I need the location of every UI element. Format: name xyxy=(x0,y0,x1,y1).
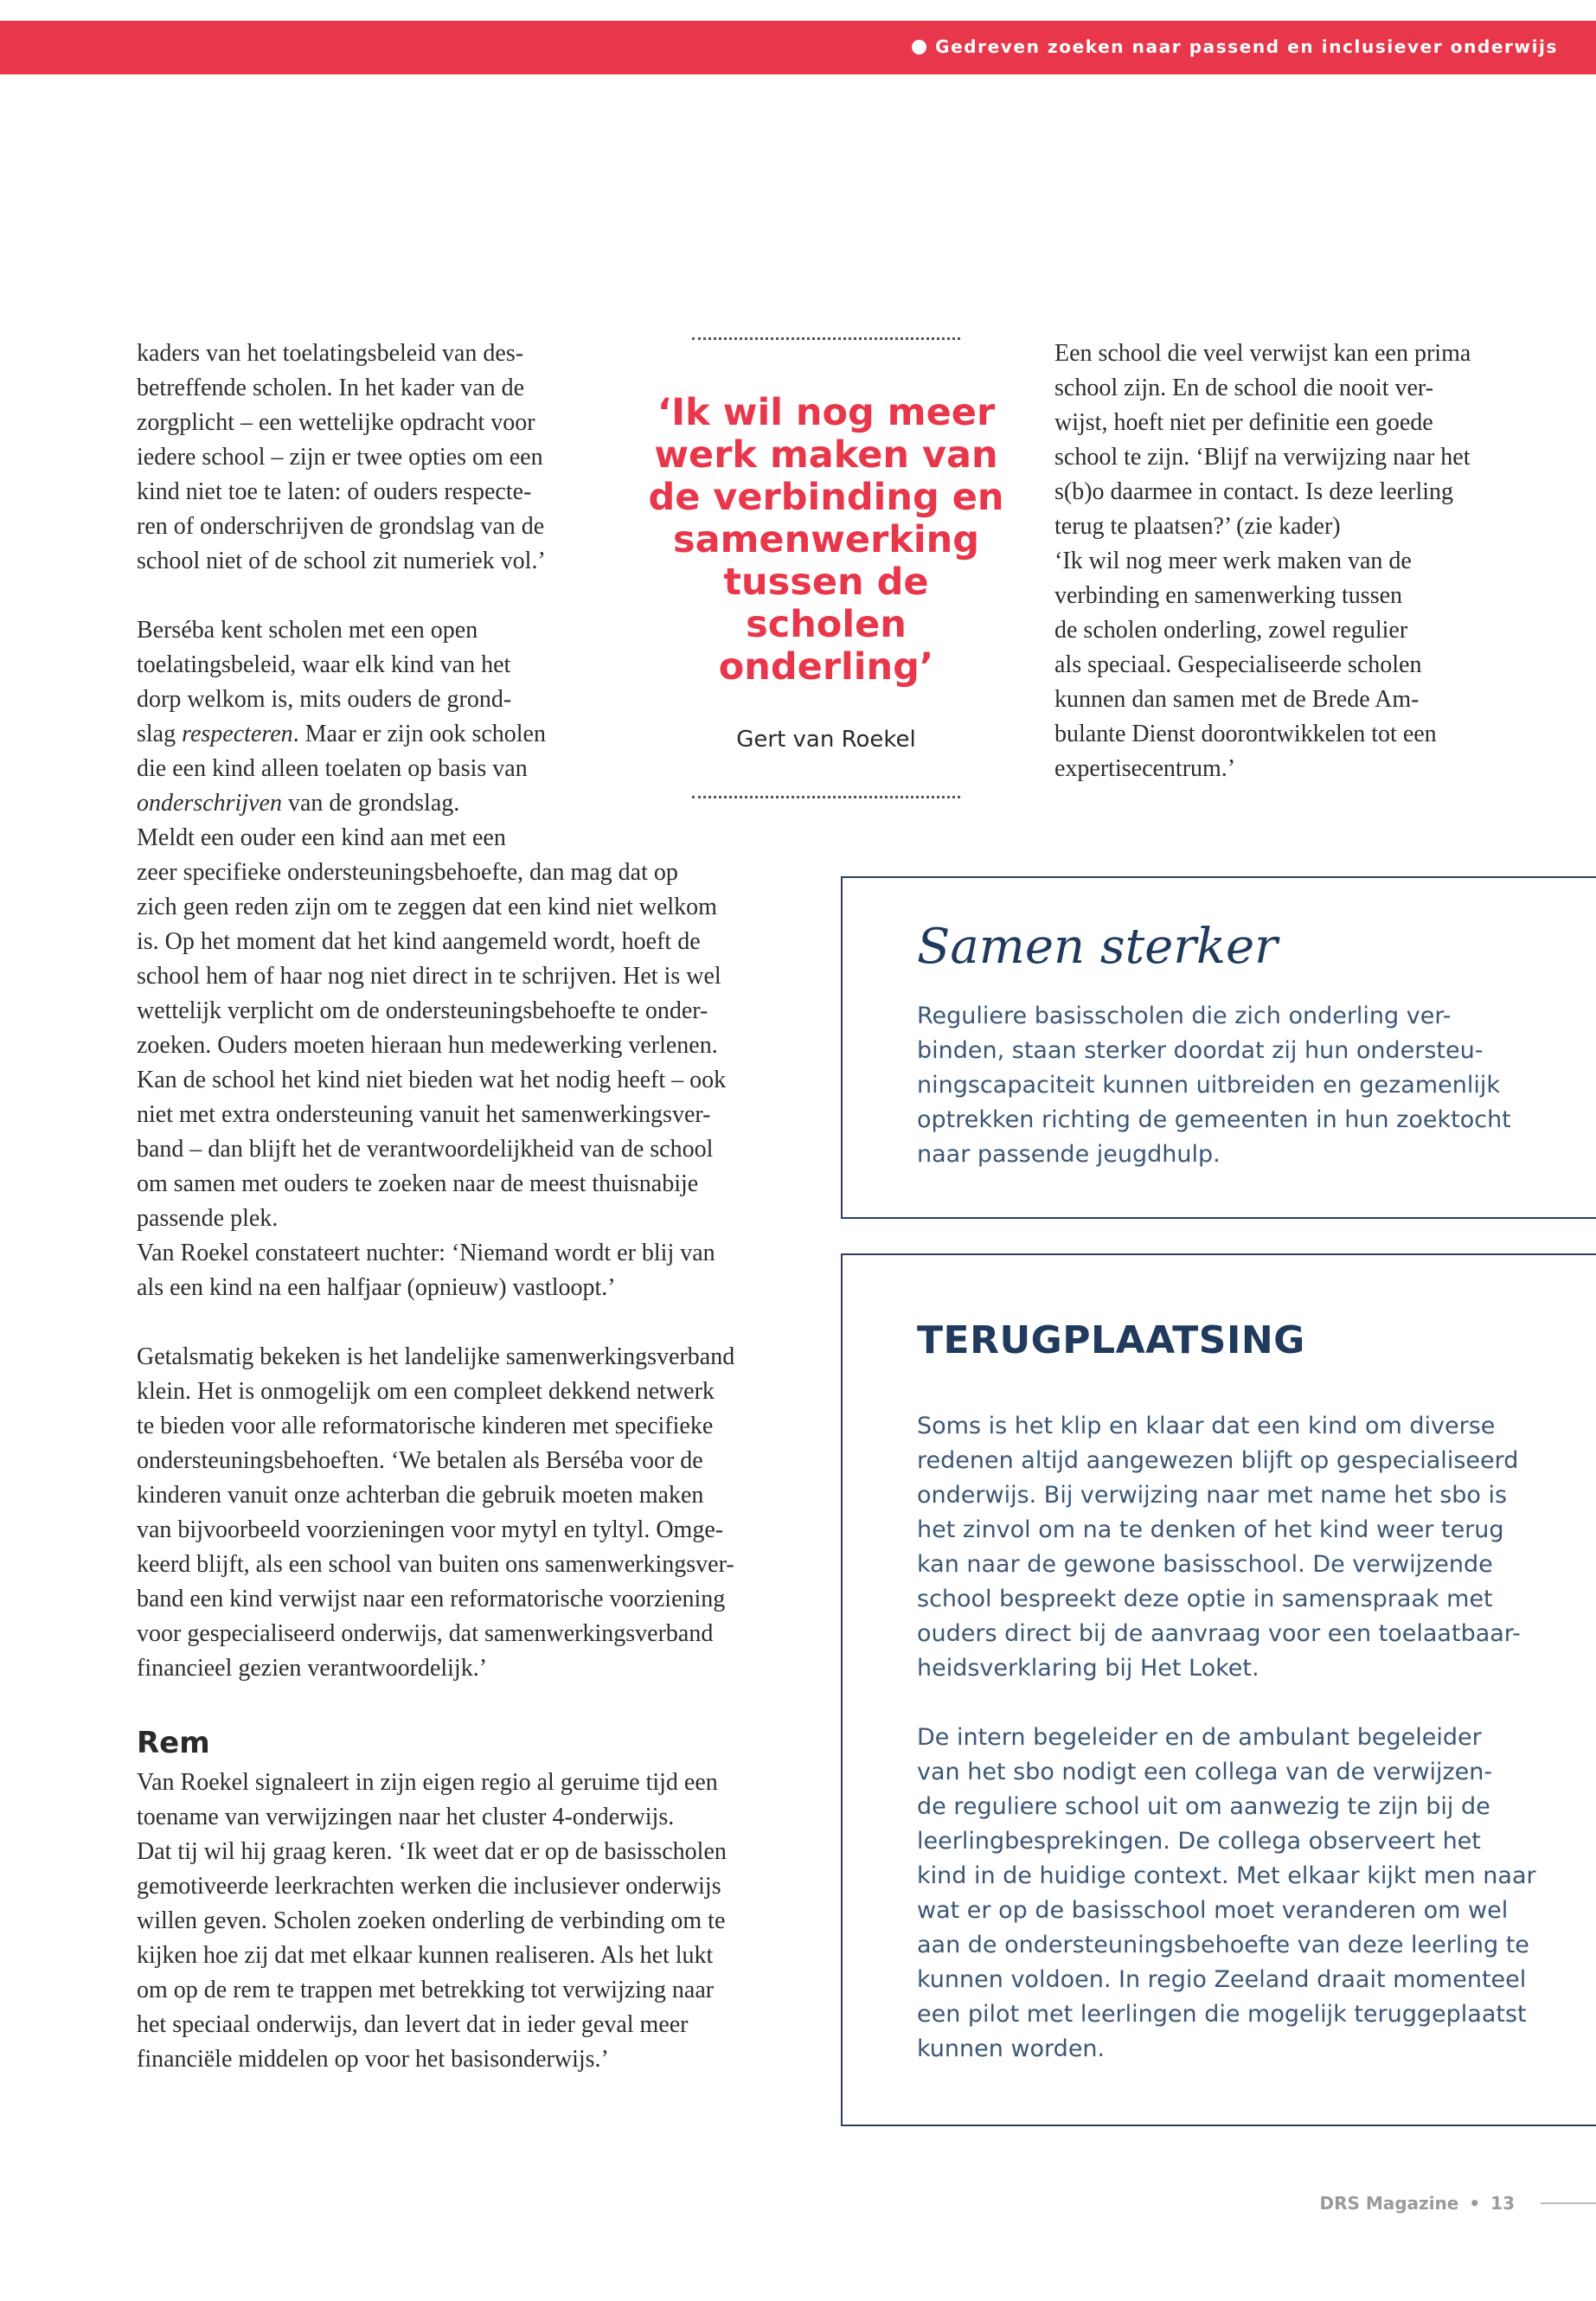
text-line: van bijvoorbeeld voorzieningen voor mytyl en tyltyl. Omge- xyxy=(137,1516,724,1543)
text-line: passende plek. xyxy=(137,1205,279,1232)
emphasis: respecteren xyxy=(182,721,293,747)
text-line: dorp welkom is, mits ouders de grond- xyxy=(137,686,512,713)
text-line: kaders van het toelatingsbeleid van des- xyxy=(137,340,524,367)
text-line: willen geven. Scholen zoeken onderling de verbinding om te xyxy=(137,1907,726,1934)
text-line: iedere school – zijn er twee opties om een xyxy=(137,444,543,471)
pull-quote-text: ‘Ik wil nog meer werk maken van de verbinding en samenwerking tussen de scholen onderling’ xyxy=(648,391,1004,689)
text-line: betreffende scholen. In het kader van de xyxy=(137,375,525,401)
text-line: school zijn. En de school die nooit ver- xyxy=(1054,375,1434,401)
text-line: te bieden voor alle reformatorische kinderen met specifieke xyxy=(137,1413,714,1439)
text-line: slag respecteren. Maar er zijn ook scholen xyxy=(137,721,546,747)
text-line: het speciaal onderwijs, dan levert dat in ieder geval meer xyxy=(137,2011,689,2038)
body-column-right xyxy=(1054,336,1574,786)
text-line: niet met extra ondersteuning vanuit het samenwerkingsver- xyxy=(137,1101,711,1128)
text-line: de scholen onderling, zowel regulier xyxy=(1054,617,1408,644)
text-line: om samen met ouders te zoeken naar de meest thuisnabije xyxy=(137,1170,699,1197)
pull-quote-author: Gert van Roekel xyxy=(736,727,916,753)
text-line: band een kind verwijst naar een reformatorische voorziening xyxy=(137,1586,726,1612)
text-line: school hem of haar nog niet direct in te schrijven. Het is wel xyxy=(137,963,721,990)
text-line: school niet of de school zit numeriek vol.’ xyxy=(137,548,546,574)
paragraph xyxy=(1054,336,1574,786)
text-line: als speciaal. Gespecialiseerde scholen xyxy=(1054,651,1422,678)
text-line: ondersteuningsbehoeften. ‘We betalen als Berséba voor de xyxy=(137,1447,703,1474)
text-line: ren of onderschrijven de grondslag van de xyxy=(137,513,545,540)
box-title: TERUGPLAATSING xyxy=(917,1318,1305,1362)
text-line: kunnen dan samen met de Brede Am- xyxy=(1054,686,1420,713)
text-line: toelatingsbeleid, waar elk kind van het xyxy=(137,651,511,678)
text-line: bulante Dienst doorontwikkelen tot een xyxy=(1054,721,1437,747)
text-line: kijken hoe zij dat met elkaar kunnen realiseren. Als het lukt xyxy=(137,1942,714,1969)
text-line: als een kind na een halfjaar (opnieuw) vastloopt.’ xyxy=(137,1274,616,1301)
text-line: keerd blijft, als een school van buiten ons samenwerkingsver- xyxy=(137,1551,734,1578)
text-line: Een school die veel verwijst kan een prima xyxy=(1054,340,1471,367)
text-line: toename van verwijzingen naar het cluster 4-onderwijs. xyxy=(137,1804,675,1830)
text-line: zich geen reden zijn om te zeggen dat een kind niet welkom xyxy=(137,894,717,920)
box-text: Soms is het klip en klaar dat een kind om diverse redenen altijd aangewezen blijft op gespecialiseerd onderwijs. Bij verwijzing naar met name het sbo is het zinvol om na te denken of het kind weer terug kan naar de gewone basisschool. De verwijzende school bespreekt deze optie in samenspraak met ouders direct bij de aanvraag voor een toelaatbaar- heidsverklaring bij Het Loket. xyxy=(917,1413,1521,1682)
text-line: expertisecentrum.’ xyxy=(1054,755,1236,782)
text-line: Kan de school het kind niet bieden wat het nodig heeft – ook xyxy=(137,1067,727,1093)
text-line: terug te plaatsen?’ (zie kader) xyxy=(1054,513,1341,540)
text-line: verbinding en samenwerking tussen xyxy=(1054,582,1403,609)
text-line: Van Roekel constateert nuchter: ‘Niemand wordt er blij van xyxy=(137,1240,715,1266)
text-line: financieel gezien verantwoordelijk.’ xyxy=(137,1655,488,1682)
section-header-bar xyxy=(0,21,1596,74)
subheading-rem: Rem xyxy=(137,1726,210,1760)
text-line: zorgplicht – een wettelijke opdracht voor xyxy=(137,409,535,436)
dotted-divider xyxy=(692,337,960,340)
text-line: Van Roekel signaleert in zijn eigen regio al geruime tijd een xyxy=(137,1769,718,1796)
dotted-divider xyxy=(692,796,960,798)
footer-rule xyxy=(1541,2202,1596,2204)
box-text: De intern begeleider en de ambulant begeleider van het sbo nodigt een collega van de verwijzen- de reguliere school uit om aanwezig te zijn bij de leerlingbesprekingen. De collega observeert het kind in de huidige context. Met elkaar kijkt men naar wat er op de basisschool moet veranderen om wel aan de ondersteuningsbehoefte van deze leerling te kunnen voldoen. In regio Zeeland draait momenteel een pilot met leerlingen die mogelijk teruggeplaatst kunnen worden. xyxy=(917,1724,1536,2062)
text-line: die een kind alleen toelaten op basis van xyxy=(137,755,528,782)
section-title: Gedreven zoeken naar passend en inclusiever onderwijs xyxy=(935,36,1558,57)
text-line: kind niet toe te laten: of ouders respecte- xyxy=(137,478,532,505)
paragraph xyxy=(137,1340,811,1686)
text-line: Dat tij wil hij graag keren. ‘Ik weet dat er op de basisscholen xyxy=(137,1838,727,1865)
text-line: onderschrijven van de grondslag. xyxy=(137,790,460,817)
text-line: zoeken. Ouders moeten hieraan hun medewerking verlenen. xyxy=(137,1032,718,1059)
text-line: gemotiveerde leerkrachten werken die inclusiever onderwijs xyxy=(137,1873,721,1900)
text-line: kinderen vanuit onze achterban die gebruik moeten maken xyxy=(137,1482,704,1509)
emphasis: onderschrijven xyxy=(137,790,282,817)
text-line: Berséba kent scholen met een open xyxy=(137,617,478,644)
text-line: Getalsmatig bekeken is het landelijke samenwerkingsverband xyxy=(137,1343,735,1370)
text-line: wijst, hoeft niet per definitie een goede xyxy=(1054,409,1433,436)
footer-separator: • xyxy=(1469,2193,1481,2214)
box-title: Samen sterker xyxy=(917,919,1278,975)
text-line: voor gespecialiseerd onderwijs, dat samenwerkingsverband xyxy=(137,1620,714,1647)
text-line: ‘Ik wil nog meer werk maken van de xyxy=(1054,548,1412,574)
text-line: school te zijn. ‘Blijf na verwijzing naar het xyxy=(1054,444,1471,471)
pull-quote xyxy=(644,337,1008,798)
text-line: band – dan blijft het de verantwoordelijkheid van de school xyxy=(137,1136,714,1163)
page-footer xyxy=(1319,2193,1596,2214)
info-box-samen-sterker xyxy=(841,876,1596,1219)
page-number: 13 xyxy=(1490,2193,1515,2214)
magazine-name: DRS Magazine xyxy=(1319,2193,1459,2214)
text-line: klein. Het is onmogelijk om een compleet dekkend netwerk xyxy=(137,1378,715,1405)
text-line: is. Op het moment dat het kind aangemeld wordt, hoeft de xyxy=(137,928,701,955)
text-line: s(b)o daarmee in contact. Is deze leerling xyxy=(1054,478,1454,505)
text-line: Meldt een ouder een kind aan met een xyxy=(137,824,506,851)
paragraph xyxy=(137,1766,811,2077)
bullet-icon xyxy=(912,40,926,54)
text-line: zeer specifieke ondersteuningsbehoefte, dan mag dat op xyxy=(137,859,678,886)
info-box-terugplaatsing xyxy=(841,1253,1596,2126)
text-line: om op de rem te trappen met betrekking tot verwijzing naar xyxy=(137,1977,715,2003)
text-line: wettelijk verplicht om de ondersteuningsbehoefte te onder- xyxy=(137,997,708,1024)
text-line: financiële middelen op voor het basisonderwijs.’ xyxy=(137,2046,609,2073)
box-text: Reguliere basisscholen die zich onderling ver- binden, staan sterker doordat zij hun ondersteu- ningscapaciteit kunnen uitbreiden en gezamenlijk optrekken richting de gemeenten in hun zoektocht naar passende jeugdhulp. xyxy=(917,1003,1511,1168)
